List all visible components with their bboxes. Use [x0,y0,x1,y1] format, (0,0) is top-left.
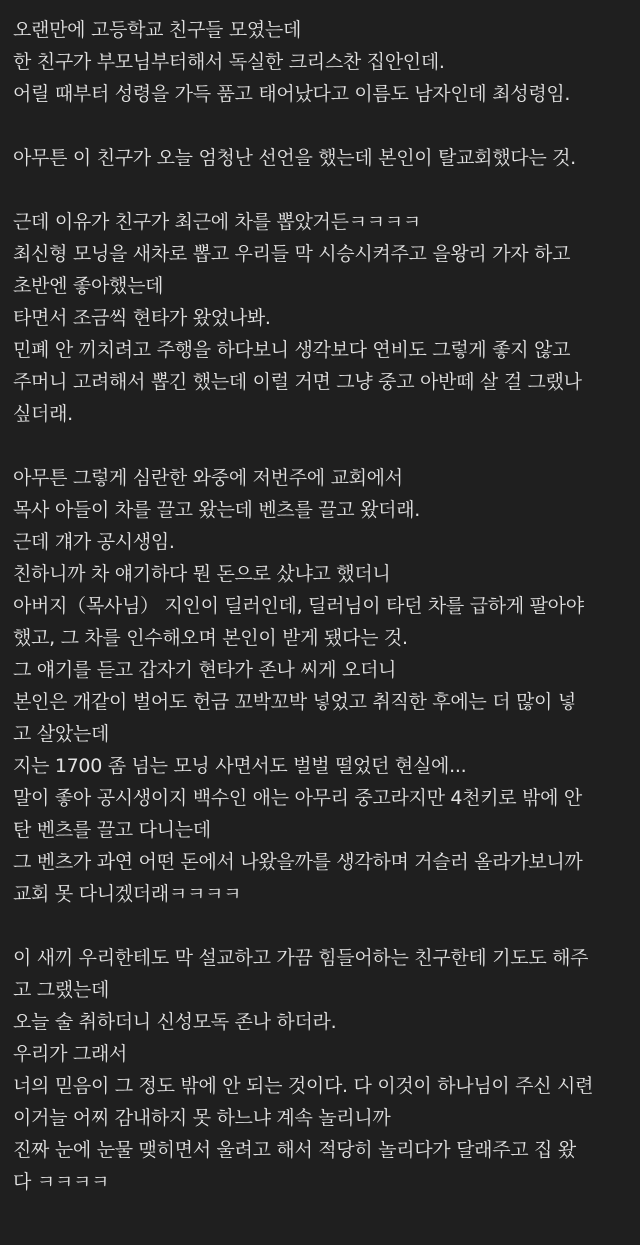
text-line: 말이 좋아 공시생이지 백수인 애는 아무리 중고라지만 4천키로 밖에 안 [13,787,582,809]
text-line: 이 새끼 우리한테도 막 설교하고 가끔 힘들어하는 친구한테 기도도 해주 [13,947,589,969]
text-line: 최신형 모닝을 새차로 뽑고 우리들 막 시승시켜주고 을왕리 가자 하고 [13,243,571,265]
text-line: 오늘 술 취하더니 신성모독 존나 하더라. [13,1011,337,1033]
text-line: 아무튼 이 친구가 오늘 엄청난 선언을 했는데 본인이 탈교회했다는 것. [13,147,576,169]
text-line: 했고, 그 차를 인수해오며 본인이 받게 됐다는 것. [13,627,408,649]
text-line: 오랜만에 고등학교 친구들 모였는데 [13,19,302,41]
text-line: 고 살았는데 [13,723,110,745]
post-body [13,14,633,1198]
text-line: 다 ㅋㅋㅋㅋ [13,1171,110,1193]
blank-line [13,174,633,206]
text-line: 어릴 때부터 성령을 가득 품고 태어났다고 이름도 남자인데 최성령임. [13,83,571,105]
text-line: 아무튼 그렇게 심란한 와중에 저번주에 교회에서 [13,467,403,489]
text-line: 초반엔 좋아했는데 [13,275,164,297]
text-line: 한 친구가 부모님부터해서 독실한 크리스찬 집안인데. [13,51,445,73]
text-line: 그 얘기를 듣고 갑자기 현타가 존나 씨게 오더니 [13,659,397,681]
text-line: 그 벤츠가 과연 어떤 돈에서 나왔을까를 생각하며 거슬러 올라가보니까 [13,851,583,873]
text-line: 고 그랬는데 [13,979,110,1001]
text-line: 지는 1700 좀 넘는 모닝 사면서도 벌벌 떨었던 현실에... [13,755,467,777]
text-line: 목사 아들이 차를 끌고 왔는데 벤츠를 끌고 왔더래. [13,499,420,521]
text-line: 근데 이유가 친구가 최근에 차를 뽑았거든ㅋㅋㅋㅋ [13,211,421,233]
text-line: 근데 걔가 공시생임. [13,531,175,553]
text-line: 너의 믿음이 그 정도 밖에 안 되는 것이다. 다 이것이 하나님이 주신 시련 [13,1075,594,1097]
text-line: 진짜 눈에 눈물 맺히면서 울려고 해서 적당히 놀리다가 달래주고 집 왔 [13,1139,576,1161]
text-line: 친하니까 차 얘기하다 뭔 돈으로 샀냐고 했더니 [13,563,391,585]
text-line: 주머니 고려해서 뽑긴 했는데 이럴 거면 그냥 중고 아반떼 살 걸 그랬나 [13,371,582,393]
blank-line [13,110,633,142]
text-line: 타면서 조금씩 현타가 왔었나봐. [13,307,271,329]
text-line: 교회 못 다니겠더래ㅋㅋㅋㅋ [13,883,242,905]
text-line: 아버지（목사님） 지인이 딜러인데, 딜러님이 타던 차를 급하게 팔아야 [13,595,584,617]
text-line: 우리가 그래서 [13,1043,128,1065]
text-line: 민폐 안 끼치려고 주행을 하다보니 생각보다 연비도 그렇게 좋지 않고 [13,339,571,361]
text-line: 본인은 개같이 벌어도 헌금 꼬박꼬박 넣었고 취직한 후에는 더 많이 넣 [13,691,576,713]
text-line: 싶더래. [13,403,73,425]
text-line: 탄 벤츠를 끌고 다니는데 [13,819,211,841]
text-line: 이거늘 어찌 감내하지 못 하느냐 계속 놀리니까 [13,1107,391,1129]
blank-line [13,430,633,462]
blank-line [13,910,633,942]
